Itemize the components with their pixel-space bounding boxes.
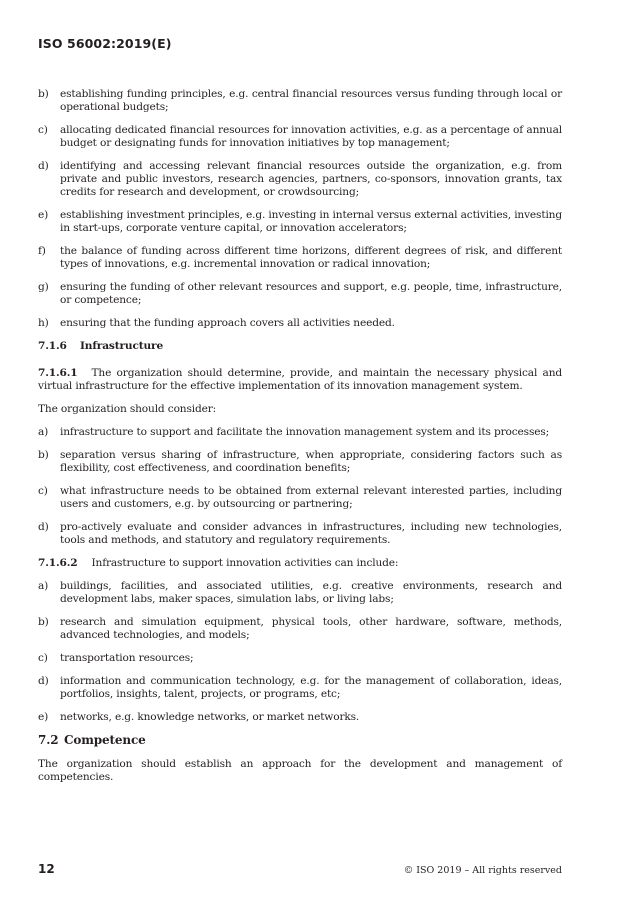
list-item-text: establishing funding principles, e.g. central financial resources versus funding through local or operational budgets; xyxy=(60,88,562,113)
infrastructure-include-list xyxy=(38,580,562,724)
list-item xyxy=(38,426,562,439)
list-item-text: what infrastructure needs to be obtained from external relevant interested parties, including users and customers, e.g. by outsourcing or partnering; xyxy=(60,485,562,510)
list-item-label: g) xyxy=(38,281,49,293)
list-item-label: b) xyxy=(38,88,49,100)
list-item xyxy=(38,616,562,642)
list-item-label: c) xyxy=(38,652,48,664)
list-item xyxy=(38,675,562,701)
section-title: Infrastructure xyxy=(80,340,164,352)
page-number: 12 xyxy=(38,862,55,876)
list-item-text: separation versus sharing of infrastructure, when appropriate, considering factors such as flexibility, cost effectiveness, and coordination benefits; xyxy=(60,449,562,474)
list-item xyxy=(38,521,562,547)
section-number: 7.1.6 xyxy=(38,340,67,352)
list-item-text: identifying and accessing relevant financial resources outside the organization, e.g. from private and public investors, research agencies, partners, co-sponsors, innovation grants, tax credits for research and development, or crowdsourcing; xyxy=(60,160,562,198)
list-item-text: buildings, facilities, and associated utilities, e.g. creative environments, research and development labs, maker spaces, simulation labs, or living labs; xyxy=(60,580,562,605)
list-item-label: e) xyxy=(38,711,49,723)
section-heading-infrastructure xyxy=(38,340,562,353)
list-item xyxy=(38,580,562,606)
list-item-label: h) xyxy=(38,317,49,329)
list-item-text: pro-actively evaluate and consider advances in infrastructures, including new technologies, tools and methods, and statutory and regulatory requirements. xyxy=(60,521,562,546)
list-item-label: e) xyxy=(38,209,49,221)
list-item xyxy=(38,160,562,199)
list-item-label: a) xyxy=(38,426,49,438)
funding-list xyxy=(38,88,562,330)
competence-text: The organization should establish an approach for the development and management of competencies. xyxy=(38,758,562,783)
list-item-text: establishing investment principles, e.g. investing in internal versus external activities, investing in start-ups, corporate venture capital, or innovation accelerators; xyxy=(60,209,562,234)
list-item-label: d) xyxy=(38,675,49,687)
list-item-label: d) xyxy=(38,521,49,533)
list-item xyxy=(38,317,562,330)
list-item-text: networks, e.g. knowledge networks, or market networks. xyxy=(60,711,360,723)
list-item-text: ensuring the funding of other relevant resources and support, e.g. people, time, infrastructure, or competence; xyxy=(60,281,562,306)
section-title: Competence xyxy=(64,733,146,747)
section-heading-competence xyxy=(38,734,562,747)
clause-text: Infrastructure to support innovation activities can include: xyxy=(91,557,399,569)
list-item-label: f) xyxy=(38,245,46,257)
clause-number: 7.1.6.1 xyxy=(38,367,78,379)
clause-text: The organization should determine, provide, and maintain the necessary physical and virtual infrastructure for the effective implementation of its innovation management system. xyxy=(38,367,562,392)
document-footer xyxy=(38,862,562,876)
copyright-notice: © ISO 2019 – All rights reserved xyxy=(403,865,562,876)
list-item-text: the balance of funding across different time horizons, different degrees of risk, and different types of innovations, e.g. incremental innovation or radical innovation; xyxy=(60,245,562,270)
list-item-label: c) xyxy=(38,485,48,497)
list-item-text: transportation resources; xyxy=(60,652,194,664)
list-item-text: infrastructure to support and facilitate the innovation management system and its processes; xyxy=(60,426,550,438)
list-item xyxy=(38,485,562,511)
list-item-text: information and communication technology, e.g. for the management of collaboration, ideas, portfolios, insights, talent, projects, or programs, etc; xyxy=(60,675,562,700)
list-item-text: research and simulation equipment, physical tools, other hardware, software, methods, advanced technologies, and models; xyxy=(60,616,562,641)
list-item xyxy=(38,209,562,235)
document-header: ISO 56002:2019(E) xyxy=(38,36,172,51)
list-item xyxy=(38,652,562,665)
section-number: 7.2 xyxy=(38,733,59,747)
list-item-label: a) xyxy=(38,580,49,592)
consider-intro: The organization should consider: xyxy=(38,403,217,415)
list-item-label: b) xyxy=(38,616,49,628)
clause-7-1-6-1 xyxy=(38,367,562,393)
list-item xyxy=(38,88,562,114)
list-item xyxy=(38,245,562,271)
list-item xyxy=(38,449,562,475)
list-item xyxy=(38,711,562,724)
list-item-text: ensuring that the funding approach covers all activities needed. xyxy=(60,317,395,329)
list-item xyxy=(38,281,562,307)
clause-7-1-6-2 xyxy=(38,557,562,570)
list-item-text: allocating dedicated financial resources for innovation activities, e.g. as a percentage of annual budget or designating funds for innovation initiatives by top management; xyxy=(60,124,562,149)
infrastructure-consider-list xyxy=(38,426,562,547)
clause-number: 7.1.6.2 xyxy=(38,557,78,569)
document-body xyxy=(38,88,562,794)
list-item-label: b) xyxy=(38,449,49,461)
list-item xyxy=(38,124,562,150)
list-item-label: c) xyxy=(38,124,48,136)
list-item-label: d) xyxy=(38,160,49,172)
